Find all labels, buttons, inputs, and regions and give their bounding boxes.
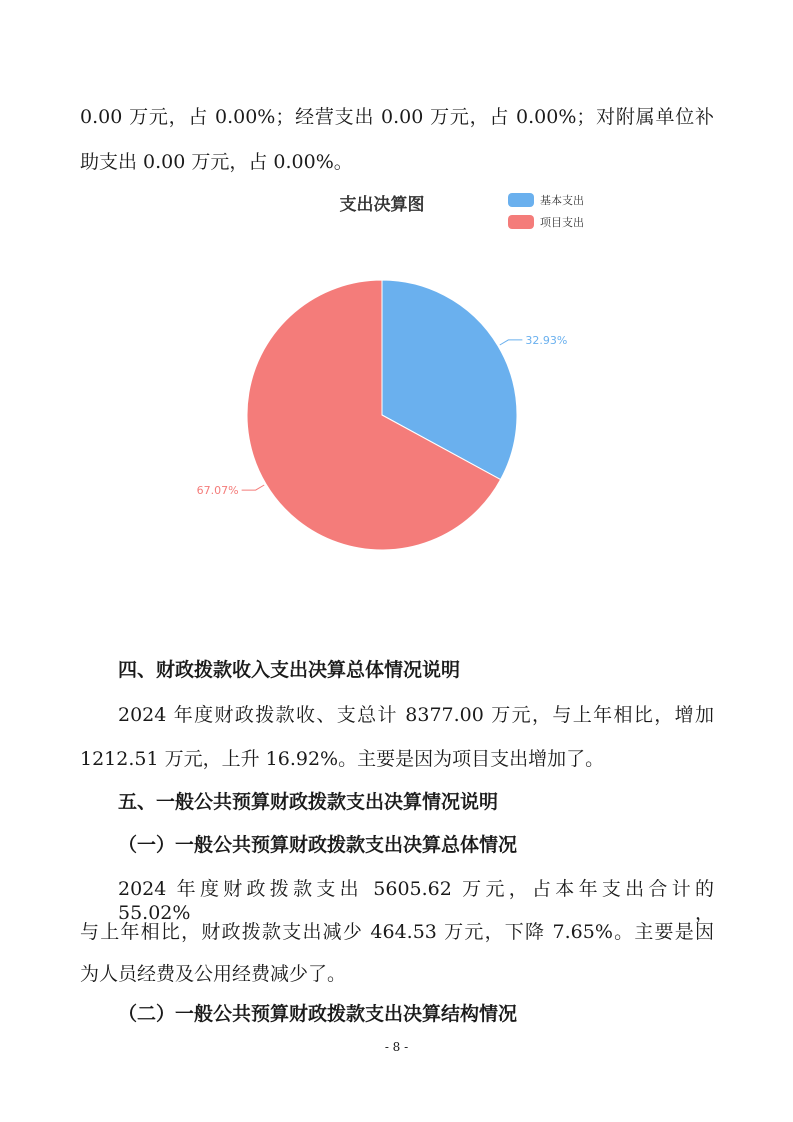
chart-title: 支出决算图	[339, 195, 425, 215]
pie-leader-line	[242, 485, 265, 490]
pie-leader-line	[500, 340, 523, 345]
legend-label: 项目支出	[540, 216, 584, 229]
paragraph-line: 助支出 0.00 万元，占 0.00%。	[80, 151, 353, 173]
legend-swatch	[508, 215, 534, 229]
subsection-heading-2: （二）一般公共预算财政拨款支出决算结构情况	[118, 1003, 518, 1025]
pie-data-label: 32.93%	[525, 333, 568, 347]
legend-swatch	[508, 193, 534, 207]
subsection-heading-1: （一）一般公共预算财政拨款支出决算总体情况	[118, 834, 518, 856]
page-number: - 8 -	[384, 1040, 409, 1054]
expenditure-pie-chart	[0, 180, 793, 580]
section-heading-5: 五、一般公共预算财政拨款支出决算情况说明	[118, 791, 499, 813]
paragraph-line: 与上年相比，财政拨款支出减少 464.53 万元，下降 7.65%。主要是因	[80, 921, 714, 943]
legend-label: 基本支出	[540, 194, 584, 207]
paragraph-line: 2024 年度财政拨款收、支总计 8377.00 万元，与上年相比，增加	[118, 704, 714, 726]
pie-slices	[247, 280, 517, 550]
paragraph-line: 1212.51 万元，上升 16.92%。主要是因为项目支出增加了。	[80, 748, 605, 770]
paragraph-line: 0.00 万元，占 0.00%；经营支出 0.00 万元，占 0.00%；对附属单位补	[80, 106, 714, 128]
pie-data-label: 67.07%	[196, 484, 239, 498]
paragraph-line: 2024 年度财政拨款支出 5605.62 万元，占本年支出合计的 55.02%，	[118, 878, 714, 924]
chart-legend	[508, 193, 584, 229]
section-heading-4: 四、财政拨款收入支出决算总体情况说明	[118, 659, 461, 681]
paragraph-line: 为人员经费及公用经费减少了。	[80, 963, 347, 985]
